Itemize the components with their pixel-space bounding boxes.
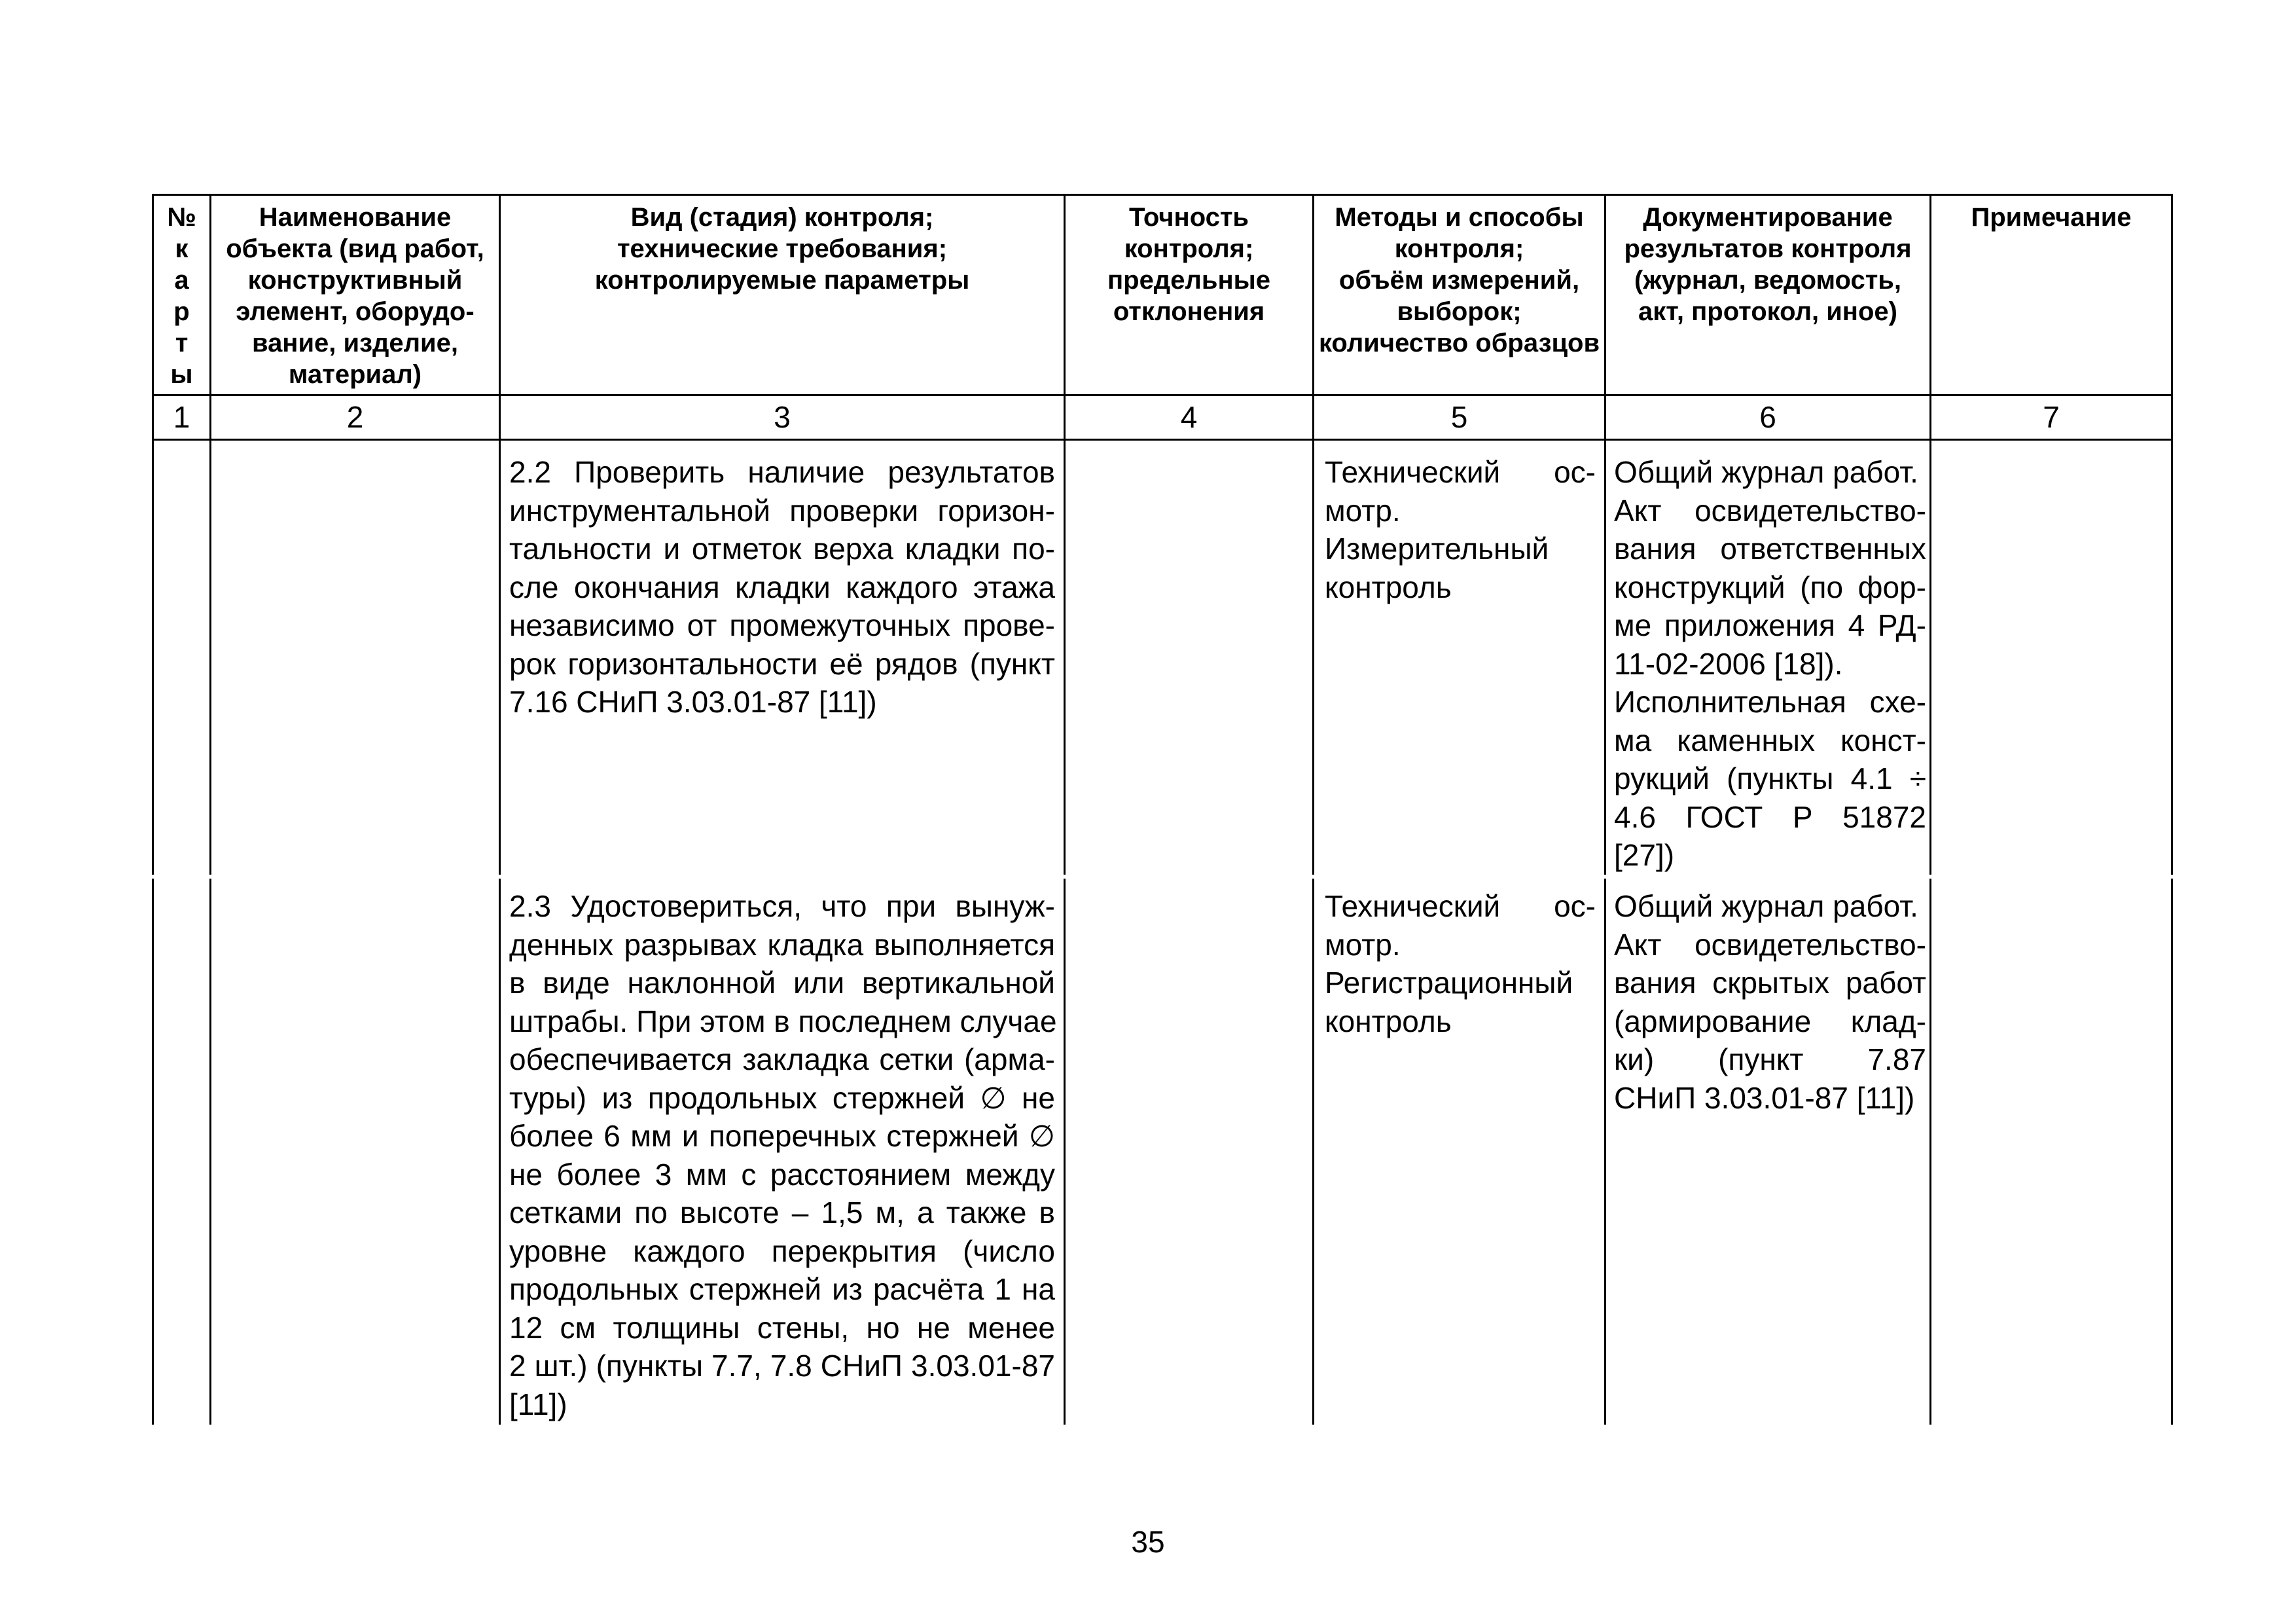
header-control-type: Вид (стадия) контроля; технические требования; контролируемые параметры	[594, 203, 970, 295]
col-line-7b	[2171, 879, 2173, 1425]
cell-line: 4.6 ГОСТ Р 51872	[1614, 799, 1926, 834]
col-line-6b	[1929, 879, 1931, 1425]
header-documentation: Документирование результатов контроля (журнал, ведомость, акт, протокол, иное)	[1624, 203, 1912, 326]
cell-line: вания ответственных	[1614, 532, 1926, 566]
cell-line: рок горизонтальности её рядов (пункт	[509, 646, 1055, 681]
col-number-2: 2	[346, 400, 364, 434]
cell-line: (армирование клад-	[1614, 1004, 1926, 1038]
row-2-3-requirements	[509, 887, 1055, 1423]
cell-line: 2.3 Удостовериться, что при вынуж-	[509, 889, 1055, 923]
header-note: Примечание	[1971, 203, 2132, 232]
cell-line: в виде наклонной или вертикальной	[509, 966, 1055, 1000]
col-line-1b	[209, 879, 211, 1425]
cell-line: тальности и отметок верха кладки по-	[509, 532, 1055, 566]
col-line-2b	[499, 879, 501, 1425]
cell-line: [11])	[509, 1387, 567, 1421]
cell-line: [27])	[1614, 838, 1675, 872]
cell-line: Измерительный	[1325, 532, 1549, 566]
cell-line: 12 см толщины стены, но не менее	[509, 1310, 1055, 1345]
control-table	[152, 194, 2173, 1425]
col-number-1: 1	[173, 400, 190, 434]
header-card-number: № к а р т ы	[167, 203, 196, 389]
col-number-6: 6	[1759, 400, 1776, 434]
cell-line: сле окончания кладки каждого этажа	[509, 570, 1055, 604]
row-2-3-methods	[1325, 887, 1596, 1040]
cell-line: конструкций (по фор-	[1614, 570, 1926, 604]
row-2-2-documentation	[1614, 453, 1926, 875]
cell-line: Регистрационный	[1325, 966, 1573, 1000]
header-object-name: Наименование объекта (вид работ, конструктивный элемент, оборудо- вание, изделие, материал)	[226, 203, 484, 389]
cell-line: мотр.	[1325, 493, 1401, 528]
cell-line: мотр.	[1325, 927, 1401, 962]
col-line-5b	[1604, 879, 1606, 1425]
cell-line: рукций (пункты 4.1 ÷	[1614, 761, 1926, 795]
col-line-4b	[1312, 879, 1314, 1425]
cell-line: не более 3 мм с расстоянием между	[509, 1157, 1055, 1192]
cell-line: продольных стержней из расчёта 1 на	[509, 1272, 1055, 1306]
col-number-3: 3	[774, 400, 791, 434]
cell-line: Акт освидетельство-	[1614, 493, 1926, 528]
cell-line: СНиП 3.03.01-87 [11])	[1614, 1080, 1915, 1115]
col-line-0b	[152, 879, 154, 1425]
cell-line: Технический ос-	[1325, 889, 1596, 923]
cell-line: 7.16 СНиП 3.03.01-87 [11])	[509, 685, 877, 719]
cell-line: туры) из продольных стержней ∅ не	[509, 1080, 1055, 1115]
row-2-3-documentation	[1614, 887, 1926, 1117]
cell-line: независимо от промежуточных прове-	[509, 608, 1055, 642]
cell-line: Общий журнал работ.	[1614, 455, 1918, 489]
cell-line: Акт освидетельство-	[1614, 927, 1926, 962]
cell-line: инструментальной проверки горизон-	[509, 493, 1055, 528]
cell-line: уровне каждого перекрытия (число	[509, 1233, 1055, 1268]
col-number-7: 7	[2043, 400, 2060, 434]
header-methods: Методы и способы контроля; объём измерений, выборок; количество образцов	[1318, 203, 1600, 357]
row-2-2-requirements	[509, 453, 1055, 721]
col-number-5: 5	[1450, 400, 1468, 434]
row-2-2-methods	[1325, 453, 1596, 606]
cell-line: Общий журнал работ.	[1614, 889, 1918, 923]
cell-line: денных разрывах кладка выполняется	[509, 927, 1055, 962]
col-line-7	[2171, 194, 2173, 875]
col-line-3b	[1064, 879, 1066, 1425]
cell-line: 2.2 Проверить наличие результатов	[509, 455, 1055, 489]
cell-line: более 6 мм и поперечных стержней ∅	[509, 1119, 1055, 1153]
cell-line: 11-02-2006 [18]).	[1614, 646, 1843, 681]
cell-line: ма каменных конст-	[1614, 723, 1926, 757]
cell-line: Технический ос-	[1325, 455, 1596, 489]
col-number-4: 4	[1180, 400, 1198, 434]
cell-line: вания скрытых работ	[1614, 966, 1926, 1000]
cell-line: штрабы. При этом в последнем случае	[509, 1004, 1057, 1038]
cell-line: контроль	[1325, 1004, 1452, 1038]
cell-line: ки) (пункт 7.87	[1614, 1042, 1926, 1076]
cell-line: Исполнительная схе-	[1614, 685, 1926, 719]
page-number: 35	[1131, 1525, 1165, 1559]
header-accuracy: Точность контроля; предельные отклонения	[1107, 203, 1271, 326]
cell-line: 2 шт.) (пункты 7.7, 7.8 СНиП 3.03.01-87	[509, 1349, 1055, 1383]
cell-line: обеспечивается закладка сетки (арма-	[509, 1042, 1055, 1076]
cell-line: контроль	[1325, 570, 1452, 604]
cell-line: сетками по высоте – 1,5 м, а также в	[509, 1195, 1055, 1230]
cell-line: ме приложения 4 РД-	[1614, 608, 1926, 642]
